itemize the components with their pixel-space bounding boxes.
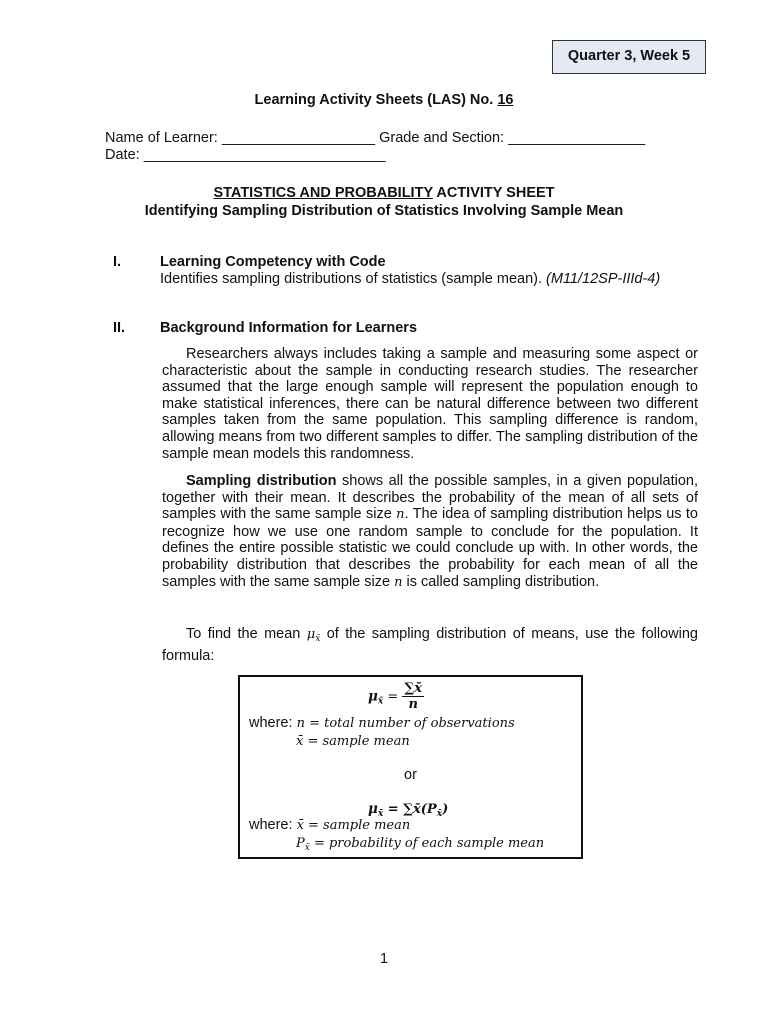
grade-label: Grade and Section: (379, 130, 505, 146)
where-1b (296, 733, 410, 750)
page-number: 1 (379, 951, 389, 967)
las-number: 16 (497, 92, 514, 108)
formula1-eq: = (383, 689, 403, 705)
where2-p-sub: x̄ (304, 843, 310, 853)
learning-competency (160, 271, 660, 288)
where1-definition-n: n = total number of observations (296, 716, 515, 731)
section2-numeral: II. (113, 320, 126, 336)
background-paragraph-3 (162, 626, 698, 664)
sample-size-symbol: n (396, 507, 405, 523)
where2-p-symbol: P (296, 836, 305, 851)
date-label: Date: (105, 147, 140, 163)
paragraph3-text-b: of the sampling distribution of means, use the following formula: (162, 626, 698, 664)
section1-heading: Learning Competency with Code (160, 254, 386, 270)
sample-size-symbol-2: n (394, 574, 403, 590)
formula1-numerator: ∑x̄ (404, 681, 422, 696)
paragraph2-text-a: shows all the possible samples, in a given population, together with their mean. It describes the probability of the mean of all sets of samples with the same sample size (162, 473, 698, 523)
subject-name: STATISTICS AND PROBABILITY (213, 185, 433, 201)
where-2 (249, 817, 410, 834)
sheet-topic-title: Identifying Sampling Distribution of Statistics Involving Sample Mean (144, 203, 624, 219)
background-paragraph-2 (162, 473, 698, 591)
formula-1 (368, 681, 424, 712)
subject-suffix: ACTIVITY SHEET (436, 185, 555, 201)
grade-blank[interactable]: _________________ (508, 130, 646, 146)
where2-label: where: (249, 817, 297, 833)
paragraph3-text-a: To find the mean (186, 626, 307, 642)
formula2-rhs-sub: x̄ (436, 809, 443, 819)
formula2-close: ) (442, 802, 449, 817)
where-1 (249, 715, 515, 732)
sampling-distribution-term: Sampling distribution (186, 473, 337, 489)
where2-definition-p: = probability of each sample mean (309, 836, 545, 851)
or-separator: or (404, 767, 417, 783)
background-paragraph-1: Researchers always includes taking a sample and measuring some aspect or characteristic about the sample in conducting research studies. The researcher assumed that the large enough sample will represent the population enough to make statistical inferences, there can be natural difference between two different samples taken from the same population. This sampling difference is random, allowing means from two different samples to differ. The sampling distribution of the sample mean models this randomness. (162, 346, 698, 462)
formula2-lhs: μ (368, 801, 378, 817)
competency-text: Identifies sampling distributions of statistics (sample mean). (160, 271, 542, 287)
date-row (105, 147, 386, 164)
mu-subscript: x̄ (315, 634, 321, 644)
name-blank[interactable]: ___________________ (221, 130, 376, 146)
formula1-lhs-sub: x̄ (377, 696, 384, 707)
name-label: Name of Learner: (105, 130, 218, 146)
formula1-lhs: μ (368, 688, 378, 705)
learner-name-row (105, 130, 645, 147)
sheet-subject-title (0, 185, 768, 202)
where1-label: where: (249, 715, 297, 731)
section2-heading: Background Information for Learners (160, 320, 418, 336)
las-title-prefix: Learning Activity Sheets (LAS) No. (254, 92, 494, 108)
formula-box (238, 675, 583, 859)
date-blank[interactable]: ______________________________ (143, 147, 386, 163)
quarter-week-label: Quarter 3, Week 5 (552, 40, 706, 74)
formula2-rhs: = ∑x̄(P (383, 802, 437, 817)
section1-numeral: I. (113, 254, 122, 270)
paragraph2-text-c: is called sampling distribution. (402, 573, 600, 590)
where-2b (296, 835, 544, 857)
formula1-denominator: n (408, 697, 418, 712)
where2-definition-xbar: x̄ = sample mean (296, 818, 411, 833)
paragraph2-text-b: . The idea of sampling distribution helps us to recognize how we use one random sample to conclude for the population. It defines the entire possible statistic we could conclude up with. In other words, the probability distribution that describes the probability for each mean of all the samples with the same sample size (162, 506, 698, 590)
las-title (0, 92, 768, 109)
competency-code: (M11/12SP-IIId-4) (546, 271, 661, 287)
formula2-lhs-sub: x̄ (377, 809, 384, 819)
where1-definition-xbar: x̄ = sample mean (296, 734, 410, 749)
mu-symbol: μ (306, 627, 316, 642)
formula1-fraction (402, 681, 424, 712)
